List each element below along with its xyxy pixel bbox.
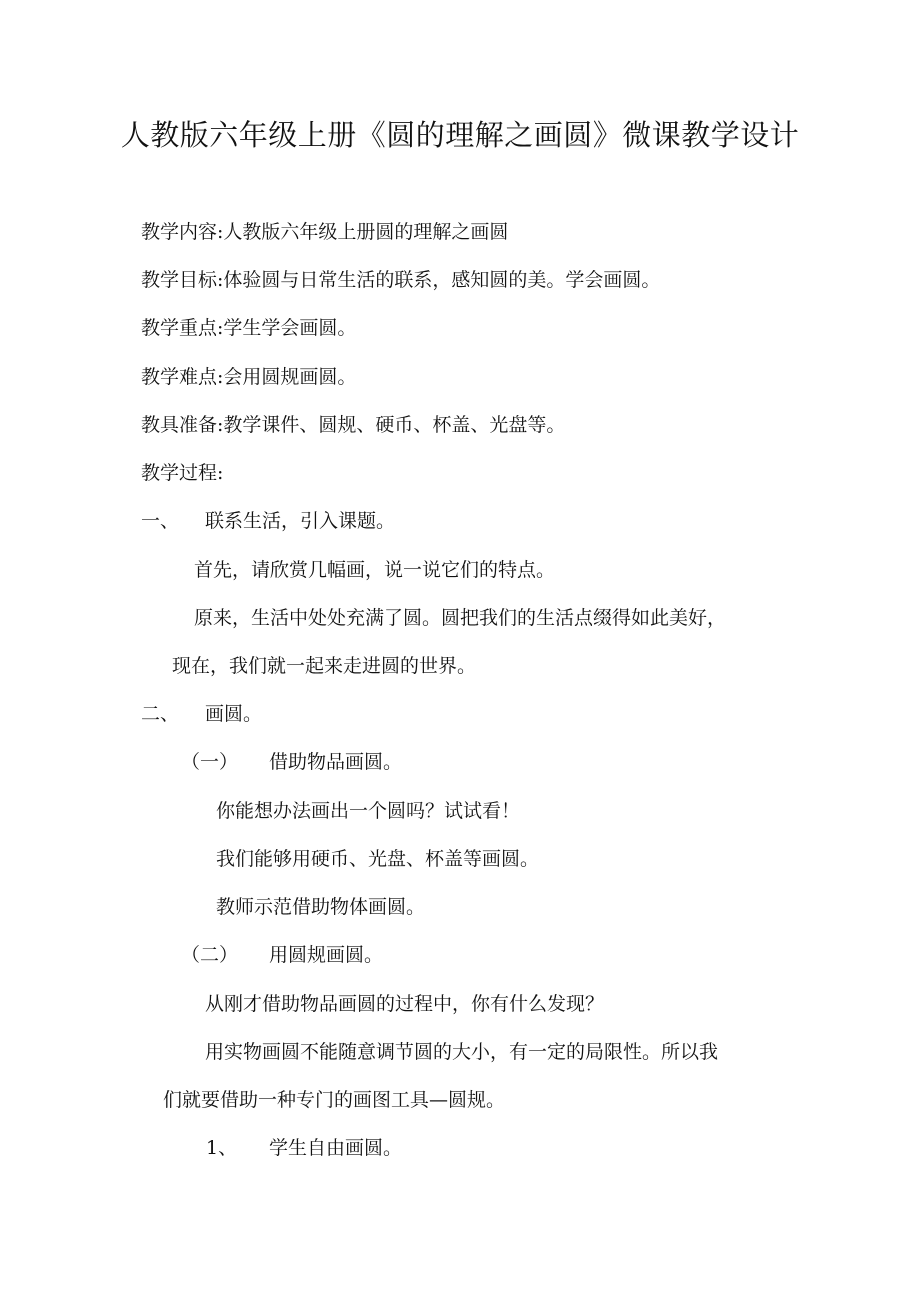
- document-title: 人教版六年级上册《圆的理解之画圆》微课教学设计: [120, 118, 800, 152]
- section-1-number: 一、: [141, 510, 180, 532]
- teaching-content-line: 教学内容:人教版六年级上册圆的理解之画圆: [141, 221, 509, 243]
- subsection-2-title: 用圆规画圆。: [269, 944, 384, 966]
- subsection-1-heading: [181, 748, 402, 776]
- section-1-heading: [141, 507, 395, 535]
- teaching-process-heading: 教学过程:: [141, 462, 224, 484]
- teaching-goal-line: 教学目标:体验圆与日常生活的联系，感知圆的美。学会画圆。: [141, 269, 661, 291]
- numbered-item-1: [206, 1134, 402, 1162]
- subsection-2-line-2-part-1: 用实物画圆不能随意调节圆的大小，有一定的局限性。所以我: [205, 1041, 719, 1063]
- subsection-2-line-1: 从刚才借助物品画圆的过程中，你有什么发现？: [205, 993, 605, 1015]
- subsection-1-line-2: 我们能够用硬币、光盘、杯盖等画圆。: [216, 848, 540, 870]
- subsection-2-line-2-part-2: 们就要借助一种专门的画图工具—圆规。: [163, 1089, 506, 1111]
- numbered-item-1-number: 1、: [206, 1137, 238, 1159]
- subsection-2-number: （二）: [181, 944, 239, 966]
- section-1-paragraph-2-line-1: 原来，生活中处处充满了圆。圆把我们的生活点缀得如此美好，: [194, 607, 727, 629]
- numbered-item-1-title: 学生自由画圆。: [269, 1137, 403, 1159]
- subsection-1-number: （一）: [181, 751, 239, 773]
- subsection-1-line-3: 教师示范借助物体画圆。: [216, 896, 426, 918]
- teaching-difficulty-line: 教学难点:会用圆规画圆。: [141, 366, 357, 388]
- section-1-paragraph-1: 首先，请欣赏几幅画，说一说它们的特点。: [194, 559, 556, 581]
- section-1-paragraph-2-line-2: 现在，我们就一起来走进圆的世界。: [172, 655, 477, 677]
- section-2-number: 二、: [141, 703, 180, 725]
- teaching-key-point-line: 教学重点:学生学会画圆。: [141, 317, 357, 339]
- subsection-1-line-1: 你能想办法画出一个圆吗？试试看！: [216, 800, 521, 822]
- subsection-2-heading: [181, 941, 383, 969]
- subsection-1-title: 借助物品画圆。: [269, 751, 403, 773]
- section-1-title: 联系生活，引入课题。: [205, 510, 396, 532]
- teaching-tools-line: 教具准备:教学课件、圆规、硬币、杯盖、光盘等。: [141, 414, 566, 436]
- section-2-heading: [141, 700, 262, 728]
- section-2-title: 画圆。: [205, 703, 263, 725]
